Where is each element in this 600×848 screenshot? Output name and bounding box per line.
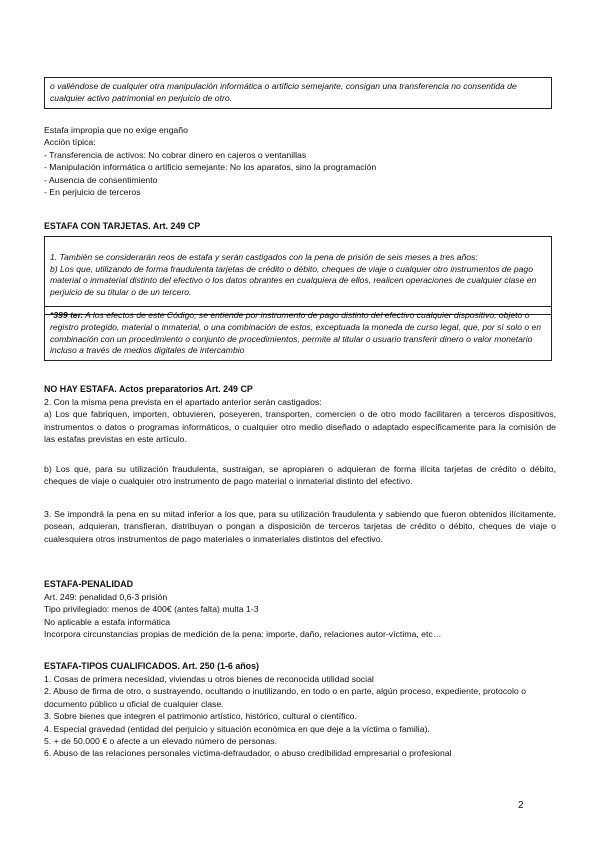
section-heading-tarjetas: ESTAFA CON TARJETAS. Art. 249 CP: [44, 221, 201, 231]
cualificados-section: [44, 673, 556, 760]
paragraph-b: b) Los que, para su utilización fraudulenta, sustraigan, se apropiaren o adquieran de forma ilícita tarjetas de crédito o débito, cheques de viaje o cualquier otro instrumento de pago material o inmaterial distinto del efectivo.: [44, 464, 556, 487]
text-line: 2. Con la misma pena prevista en el apartado anterior serán castigados:: [44, 397, 322, 407]
list-item: 2. Abuso de firma de otro, o sustrayendo, ocultando o inutilizando, en todo o en parte, algún proceso, expediente, protocolo o documento público u oficial de cualquier clase.: [44, 686, 526, 709]
text-line: Incorpora circunstancias propias de medición de la pena: importe, daño, relaciones autor-víctima, etc…: [44, 629, 442, 640]
quote-box-399ter: [44, 306, 552, 361]
list-item: 6. Abuso de las relaciones personales víctima-defraudador, o abuso credibilidad empresarial o profesional: [44, 748, 452, 759]
list-item: 3. Sobre bienes que integren el patrimonio artístico, histórico, cultural o científico.: [44, 711, 357, 722]
text-line: - En perjuicio de terceros: [44, 187, 141, 198]
list-item: 1. Cosas de primera necesidad, viviendas u otros bienes de reconocida utilidad social: [44, 674, 374, 684]
no-estafa-section: [44, 396, 556, 446]
text-line: - Transferencia de activos: No cobrar dinero en cajeros o ventanillas: [44, 149, 307, 160]
quote-text: 1. También se considerarán reos de estafa y serán castigados con la pena de prisión de seis meses a tres años: b) Los que, utilizando de forma fraudulenta tarjetas de crédito o débito, cheques de viaje o cualquier otro instrumentos de pago material o inmaterial distinto del efectivo o los datos obrantes en cualquiera de ellos, realicen operaciones de cualquier clase en perjuicio de su titular o de un tercero.: [50, 251, 537, 298]
text-line: - Ausencia de consentimiento: [44, 174, 158, 185]
quote-box-top: [44, 77, 552, 109]
impropia-section: [44, 124, 556, 198]
no-estafa-b: [44, 463, 556, 488]
quote-text: o valiéndose de cualquier otra manipulación informática o artificio semejante, consigan una transferencia no consentida de cualquier activo patrimonial en perjuicio de otro.: [50, 81, 517, 103]
text-line: Estafa impropia que no exige engaño: [44, 125, 188, 135]
text-line: Acción típica:: [44, 137, 96, 148]
article-label: *399 ter.: [50, 310, 83, 320]
quote-text: [50, 310, 546, 357]
list-item: 5. + de 50.000 € o afecte a un elevado número de personas.: [44, 736, 278, 747]
paragraph-3: 3. Se impondrá la pena en su mitad inferior a los que, para su utilización fraudulenta y sabiendo que fueron obtenidos ilícitamente, posean, adquieran, transfieran, distribuyan o pongan a disposición de terceros tarjetas de crédito o débito, cheques de viaje o cualesquiera otros instrumentos de pago materiales o inmateriales distintos del efectivo.: [44, 509, 556, 544]
paragraph-a: a) Los que fabriquen, importen, obtuvieren, poseyeren, transporten, comercien o de otro modo facilitaren a terceros dispositivos, instrumentos o datos o programas informáticos, o cualquier otro medio diseñado o adaptado específicamente para la comisión de las estafas previstas en este artículo.: [44, 409, 556, 445]
article-text: A los efectos de este Código, se entiende por instrumento de pago distinto del efectivo cualquier dispositivo, objeto o registro protegido, material o inmaterial, o una combinación de estos, exceptuada la moneda de curso legal, que, por sí solo o en combinación con un procedimiento o conjunto de procedimientos, permite al titular o usuario transferir dinero o valor monetario incluso a través de medios digitales de intercambio: [50, 310, 542, 356]
text-line: - Manipulación informática o artificio semejante: No los aparatos, sino la programación: [44, 162, 377, 173]
section-heading-penalidad: ESTAFA-PENALIDAD: [44, 579, 134, 589]
section-heading-cualificados: ESTAFA-TIPOS CUALIFICADOS. Art. 250 (1-6 años): [44, 661, 259, 671]
penalidad-section: [44, 591, 556, 641]
section-heading-no-estafa: NO HAY ESTAFA. Actos preparatorios Art. 249 CP: [44, 384, 253, 394]
no-estafa-3: [44, 508, 556, 545]
text-line: Tipo privilegiado: menos de 400€ (antes falta) multa 1-3: [44, 604, 259, 615]
page-number: 2: [518, 800, 524, 811]
quote-box-tarjetas: [44, 236, 552, 315]
text-line: Art. 249: penalidad 0,6-3 prisión: [44, 592, 168, 602]
list-item: 4. Especial gravedad (entidad del perjuicio y situación económica en que deje a la víctima o familia).: [44, 723, 430, 734]
text-line: No aplicable a estafa informática: [44, 616, 171, 627]
